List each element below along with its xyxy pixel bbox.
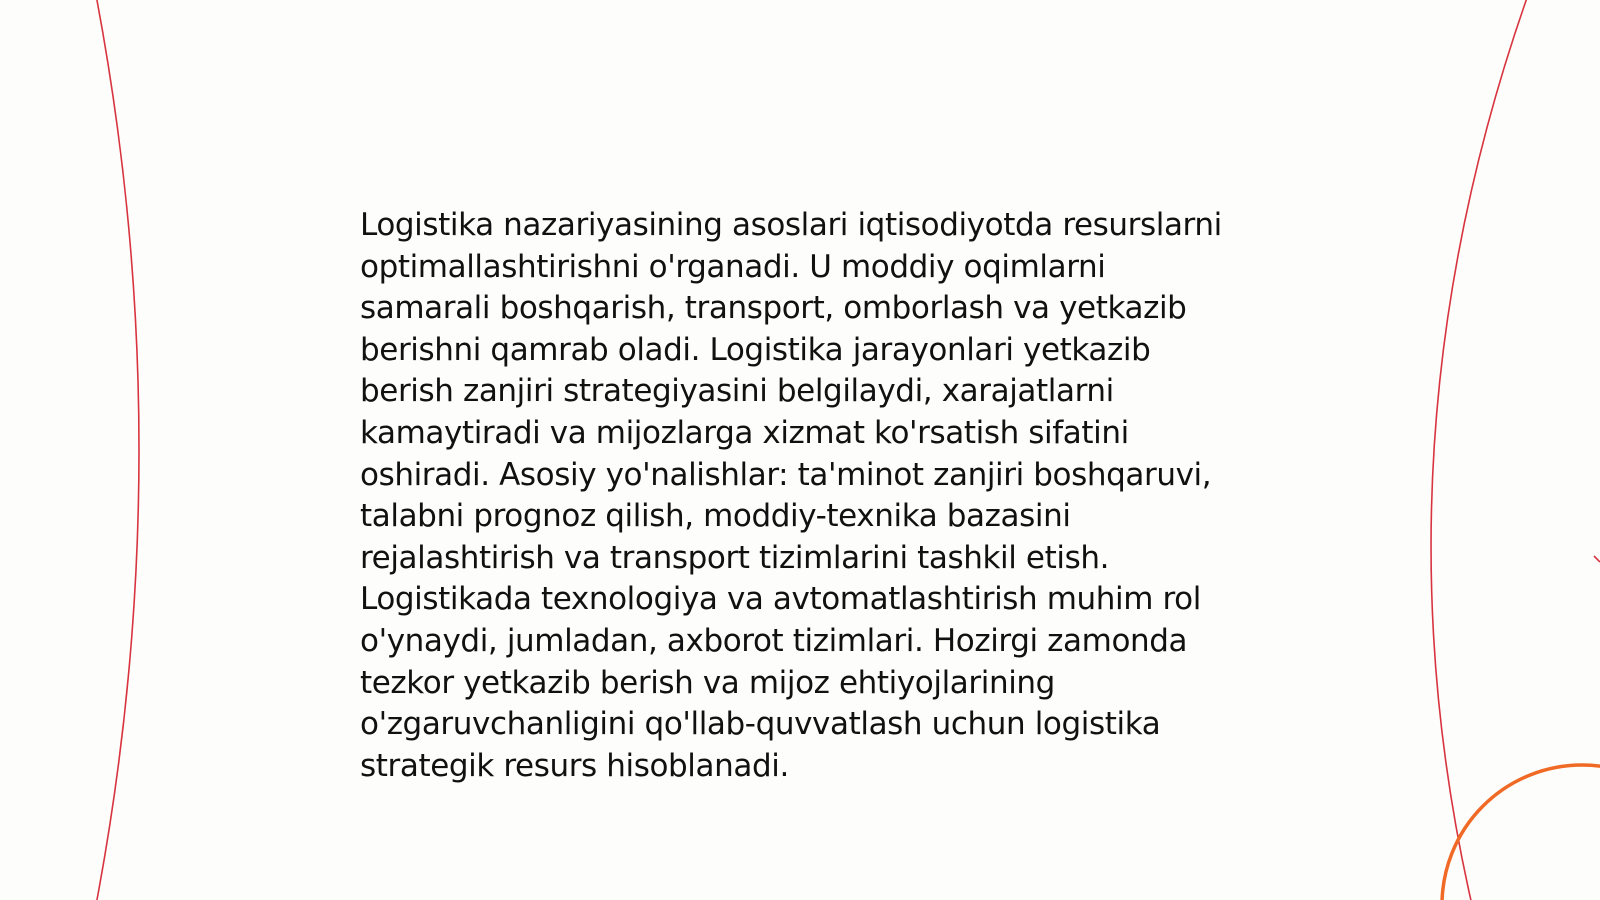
arrow-tip-mark bbox=[1594, 556, 1600, 562]
body-paragraph: Logistika nazariyasining asoslari iqtisodiyotda resurslarni optimallashtirishni o'rganadi. U moddiy oqimlarni samarali boshqarish, transport, omborlash va yetkazib berishni qamrab oladi. Logistika jarayonlari yetkazib berish zanjiri strategiyasini belgilaydi, xarajatlarni kamaytiradi va mijozlarga xizmat ko'rsatish sifatini oshiradi. Asosiy yo'nalishlar: ta'minot zanjiri boshqaruvi, talabni prognoz qilish, moddiy-texnika bazasini rejalashtirish va transport tizimlarini tashkil etish. Logistikada texnologiya va avtomatlashtirish muhim rol o'ynaydi, jumladan, axborot tizimlari. Hozirgi zamonda tezkor yetkazib berish va mijoz ehtiyojlarining o'zgaruvchanligini qo'llab-quvvatlash uchun logistika strategik resurs hisoblanadi. bbox=[360, 207, 1222, 784]
left-curve-line bbox=[96, 0, 139, 900]
right-curve-line bbox=[1431, 0, 1528, 900]
